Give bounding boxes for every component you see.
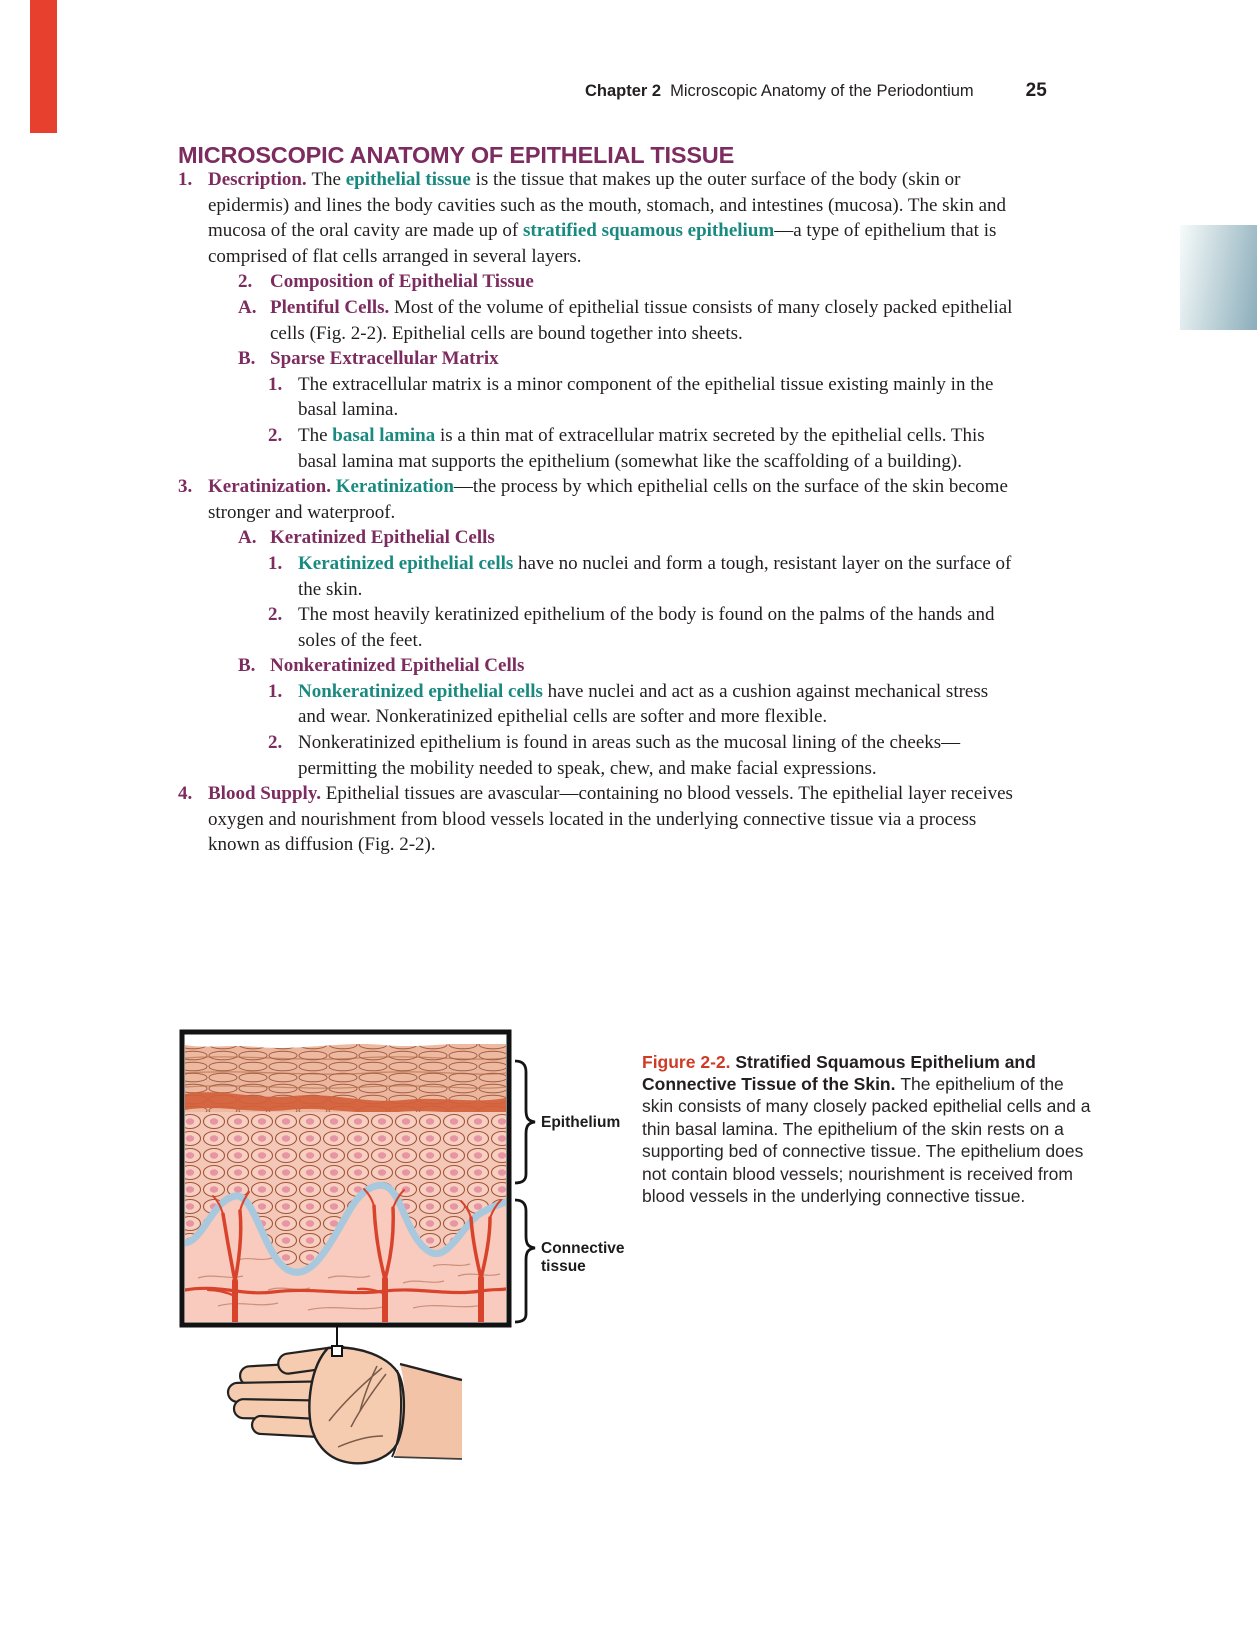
outline-marker: B. [238, 348, 256, 370]
outline-text [298, 679, 1020, 730]
hand-illustration [228, 1345, 462, 1463]
outline-item [178, 167, 1020, 269]
outline-marker: 1. [178, 169, 193, 190]
chapter-label: Chapter 2 [585, 82, 662, 100]
text-segment: is the tissue that makes up the outer surface of the body (skin or epidermis) and lines the body cavities such as the mouth, stomach, and intestines (mucosa). The skin and mucosa of the oral cavity are made up of [208, 169, 1006, 242]
outline-text [270, 269, 1020, 295]
text-segment: Most of the volume of epithelial tissue consists of many closely packed epithelial cells (Fig. 2-2). Epithelial cells are bound together into sheets. [270, 296, 1013, 344]
connective-tissue-label-line2: tissue [541, 1258, 586, 1275]
text-segment: The epithelium of the skin consists of many closely packed epithelial cells and a thin basal lamina. The epithelium of the skin rests on a supporting bed of connective tissue. The epithelium does not contain blood vessels; nourishment is received from blood vessels in the underlying connective tissue. [642, 1073, 1091, 1206]
text-segment: Blood Supply. [208, 783, 326, 805]
text-segment: Nonkeratinized Epithelial Cells [270, 655, 525, 677]
outline-marker: 2. [268, 424, 283, 446]
outline-text [298, 372, 1020, 423]
text-segment: Keratinized epithelial cells [298, 552, 514, 574]
outline-item [268, 551, 1020, 602]
sample-site-marker [332, 1346, 342, 1356]
outline-text [270, 346, 1020, 372]
outline-marker: 1. [268, 552, 283, 574]
outline-text [270, 653, 1020, 679]
text-segment: Keratinized Epithelial Cells [270, 527, 495, 549]
outline-text [298, 423, 1020, 474]
outline-marker: 2. [238, 271, 253, 293]
outline-text [208, 781, 1020, 858]
skin-cross-section [185, 1035, 506, 1322]
outline-item [268, 730, 1020, 781]
running-head [585, 80, 1105, 102]
outline-item [268, 679, 1020, 730]
outline-text [298, 602, 1020, 653]
page-corner-red-bar [30, 0, 57, 133]
text-segment: Plentiful Cells. [270, 296, 395, 318]
outline-marker: 1. [268, 680, 283, 702]
outline-text [298, 551, 1020, 602]
text-segment: The [298, 424, 333, 446]
outline-item [238, 525, 1020, 551]
outline-item [238, 653, 1020, 679]
text-segment: The most heavily keratinized epithelium of the body is found on the palms of the hands and soles of the feet. [298, 604, 995, 651]
outline-item [238, 269, 1020, 295]
text-segment: basal lamina [332, 424, 436, 446]
text-segment: is a thin mat of extracellular matrix secreted by the epithelial cells. This basal lamina mat supports the epithelium (somewhat like the scaffolding of a building). [298, 424, 985, 472]
epithelium-brace [515, 1061, 535, 1183]
text-segment: have nuclei and act as a cushion against mechanical stress and wear. Nonkeratinized epithelial cells are softer and more flexible. [298, 680, 989, 728]
text-segment: Stratified Squamous Epithelium and Connective Tissue of the Skin. [642, 1051, 1036, 1094]
text-segment: —a type of epithelium that is comprised of flat cells arranged in several layers. [208, 220, 997, 267]
outline-item [268, 423, 1020, 474]
text-segment: Sparse Extracellular Matrix [270, 348, 499, 370]
outline-marker: A. [238, 527, 257, 549]
outline-text [298, 730, 1020, 781]
text-segment: The extracellular matrix is a minor component of the epithelial tissue existing mainly in the basal lamina. [298, 373, 994, 421]
outline-marker: 1. [268, 373, 283, 395]
chapter-thumb-tab [1180, 225, 1257, 330]
epithelium-label: Epithelium [541, 1114, 621, 1131]
text-segment: Description. [208, 169, 312, 190]
text-segment: Keratinization. [208, 476, 336, 498]
outline-marker: B. [238, 655, 256, 677]
outline-text [208, 167, 1020, 269]
figure-illustration [178, 1028, 648, 1493]
outline-marker: 2. [268, 732, 283, 754]
outline-marker: 4. [178, 783, 193, 805]
text-segment: —the process by which epithelial cells on the surface of the skin become stronger and waterproof. [208, 476, 1008, 523]
text-segment: Epithelial tissues are avascular—containing no blood vessels. The epithelial layer receives oxygen and nourishment from blood vessels located in the underlying connective tissue via a process known as diffusion (Fig. 2-2). [208, 783, 1013, 856]
section-title: MICROSCOPIC ANATOMY OF EPITHELIAL TISSUE [178, 141, 735, 168]
connective-tissue-brace [515, 1200, 535, 1322]
outline-marker: 3. [178, 476, 193, 498]
text-segment: Figure 2-2. [642, 1051, 736, 1072]
chapter-title: Microscopic Anatomy of the Periodontium [670, 82, 974, 100]
text-segment: Nonkeratinized epithelium is found in areas such as the mucosal lining of the cheeks—permitting the mobility needed to speak, chew, and make facial expressions. [298, 732, 961, 779]
outline-text [208, 474, 1020, 525]
text-segment: Keratinization [335, 476, 454, 498]
outline-item [178, 474, 1020, 525]
outline-item [178, 781, 1020, 858]
outline-item [238, 295, 1020, 346]
outline-text [270, 295, 1020, 346]
text-segment: have no nuclei and form a tough, resistant layer on the surface of the skin. [298, 552, 1012, 600]
outline-text [270, 525, 1020, 551]
text-segment: epithelial tissue [345, 169, 471, 190]
text-segment: stratified squamous epithelium [522, 220, 775, 242]
outline-marker: A. [238, 296, 257, 318]
outline-item [238, 346, 1020, 372]
outline-item [268, 372, 1020, 423]
figure-caption [642, 1051, 1099, 1208]
text-segment: The [311, 169, 346, 190]
outline-list [178, 167, 1020, 858]
page-number: 25 [1025, 80, 1047, 101]
outline-item [268, 602, 1020, 653]
outline-marker: 2. [268, 604, 283, 626]
text-segment: Nonkeratinized epithelial cells [298, 680, 543, 702]
text-segment: Composition of Epithelial Tissue [270, 271, 534, 293]
connective-tissue-label-line1: Connective [541, 1240, 625, 1257]
